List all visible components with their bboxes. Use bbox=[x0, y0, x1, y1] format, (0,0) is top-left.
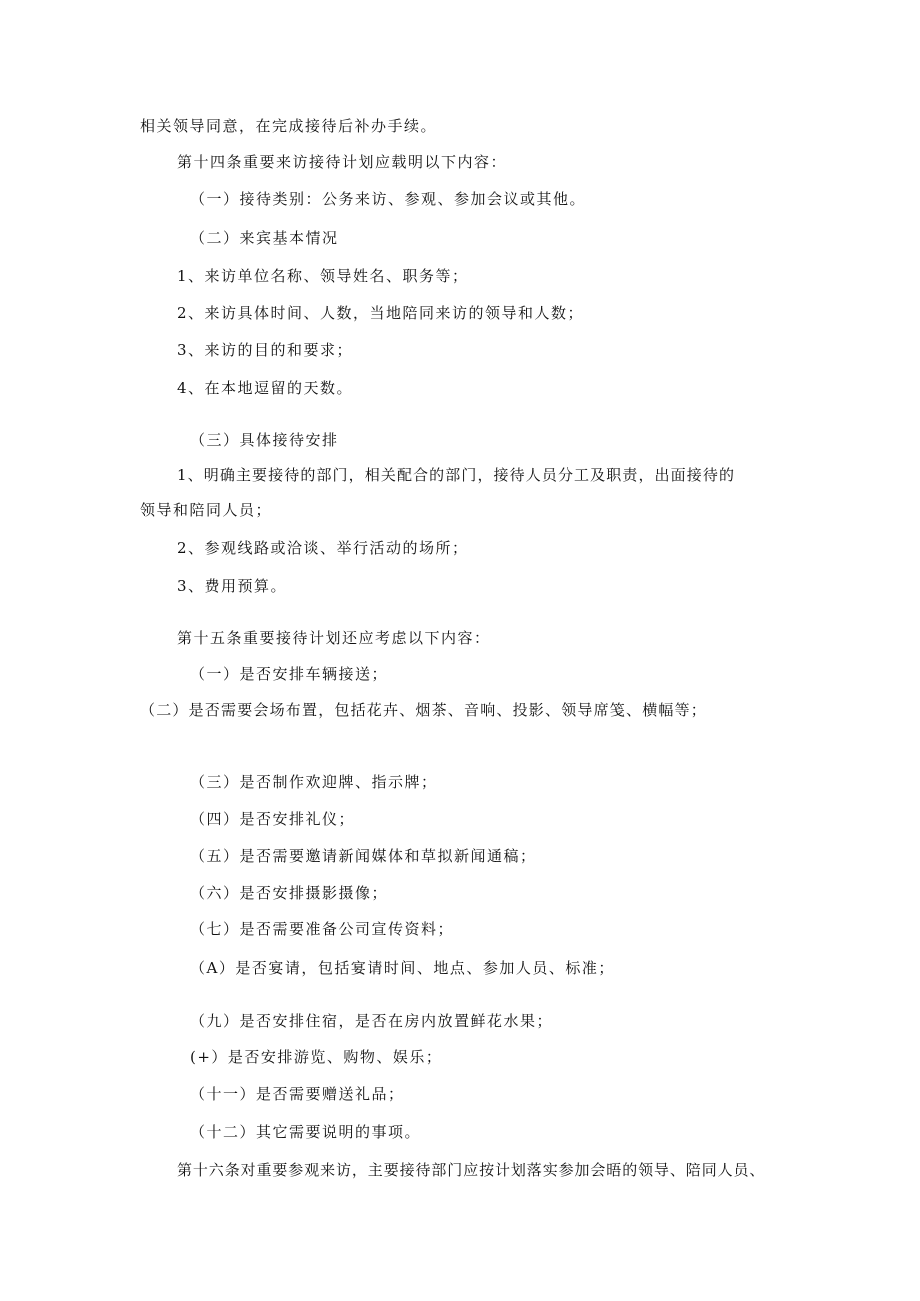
text-line: （六）是否安排摄影摄像； bbox=[190, 884, 389, 902]
text-line: （九）是否安排住宿，是否在房内放置鲜花水果； bbox=[190, 1012, 554, 1030]
article-heading: 第十四条重要来访接待计划应载明以下内容： bbox=[177, 153, 508, 171]
text-line: （三）是否制作欢迎牌、指示牌； bbox=[190, 773, 438, 791]
text-line: （一）是否安排车辆接送； bbox=[190, 665, 389, 683]
text-line: 1、来访单位名称、领导姓名、职务等； bbox=[177, 267, 469, 285]
text-line: （一）接待类别：公务来访、参观、参加会议或其他。 bbox=[190, 190, 587, 208]
text-line: 2、来访具体时间、人数，当地陪同来访的领导和人数； bbox=[177, 304, 585, 322]
text-line: 3、费用预算。 bbox=[177, 577, 288, 595]
text-line: 2、参观线路或洽谈、举行活动的场所； bbox=[177, 539, 469, 557]
article-heading: 第十六条对重要参观来访，主要接待部门应按计划落实参加会晤的领导、陪同人员、 bbox=[177, 1161, 766, 1179]
text-line: 3、来访的目的和要求； bbox=[177, 341, 354, 359]
text-line: 领导和陪同人员； bbox=[140, 501, 273, 519]
text-line: （五）是否需要邀请新闻媒体和草拟新闻通稿； bbox=[190, 847, 537, 865]
text-line: （七）是否需要准备公司宣传资料； bbox=[190, 920, 455, 938]
text-line: （十二）其它需要说明的事项。 bbox=[190, 1123, 422, 1141]
text-line: 1、明确主要接待的部门，相关配合的部门，接待人员分工及职责，出面接待的 bbox=[177, 466, 736, 484]
article-heading: 第十五条重要接待计划还应考虑以下内容： bbox=[177, 629, 491, 647]
text-line: （二）来宾基本情况 bbox=[190, 229, 339, 247]
text-line: 相关领导同意，在完成接待后补办手续。 bbox=[140, 117, 438, 135]
text-line: （二）是否需要会场布置，包括花卉、烟茶、音响、投影、领导席笺、横幅等； bbox=[140, 701, 708, 719]
text-line: 4、在本地逗留的天数。 bbox=[177, 379, 354, 397]
text-line: （A）是否宴请，包括宴请时间、地点、参加人员、标准； bbox=[190, 959, 615, 977]
text-line: （四）是否安排礼仪； bbox=[190, 810, 356, 828]
text-line: （十一）是否需要赠送礼品； bbox=[190, 1085, 405, 1103]
text-line: (+）是否安排游览、购物、娱乐； bbox=[190, 1048, 443, 1066]
text-line: （三）具体接待安排 bbox=[190, 431, 339, 449]
